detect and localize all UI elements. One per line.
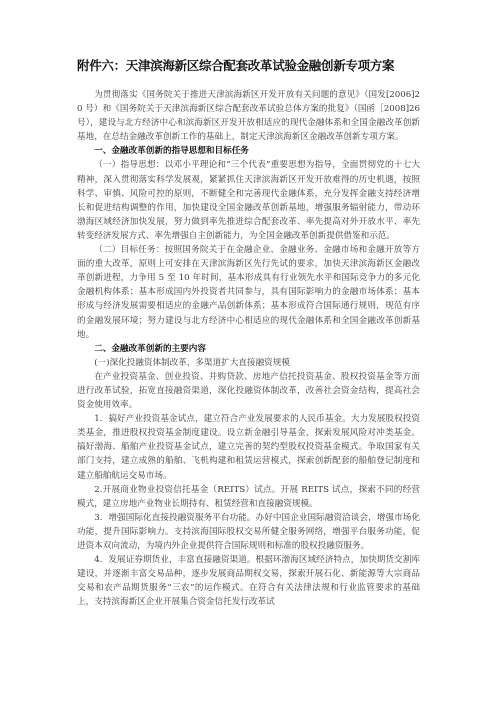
body-paragraph: 在产业投资基金、创业投资、并购贷款、房地产信托投资基金、股权投资基金等方面进行改革试验，拓宽直接融资渠道，深化投融资体制改革，改善社会资金结构，提高社会资金使用效率。 [77, 371, 420, 411]
section-1-heading: 一、金融改革创新的指导思想和目标任务 [94, 146, 249, 157]
item-2-paragraph: 2.开展商业物业投资信托基金（REITS）试点。开展 REITS 试点，探索不同的经营模式，建立房地产业物业长期持有、租赁经营和直接融资规模。 [77, 484, 420, 509]
section-2-heading: 二、金融改革创新的主要内容 [94, 343, 206, 354]
item-4-paragraph: 4．发展证券期货业，丰富直接融资渠道。根据环渤海区域经济特点，加快期货交割库建设，并逐渐丰富交易品种，逐步发展商品期权交易，探索开展石化、新能源等大宗商品交易和农产品期货服务“三农”的运作模式。在符合有关法律法规和行业监管要求的基础上，支持滨海新区企业开展集合资金信托发行改革试 [77, 555, 420, 608]
subsection-heading: (一)深化投融资体制改革，多渠道扩大直接融资规模 [94, 357, 290, 368]
item-3-paragraph: 3．增强国际化直接投融资服务平台功能。办好中国企业国际融资洽谈会，增强市场化功能，提升国际影响力。支持滨海国际股权交易所健全服务网络，增强平台服务功能，促进资本双向流动，为境内外企业提供符合国际规则和标准的股权投融资服务。 [77, 512, 420, 551]
guiding-ideology-paragraph: （一）指导思想：以邓小平理论和“三个代表”重要思想为指导，全面贯彻党的十七大精神，深入贯彻落实科学发展观，紧紧抓住天津滨海新区开发开放难得的历史机遇，按照科学、审慎、风险可控的原则，不断健全和完善现代金融体系，充分发挥金融支持经济增长和促进结构调整的作用，加快建设全国金融改革创新基地，增强服务辐射能力，带动环渤海区域经济加快发展，努力做到率先推进综合配套改革、率先提高对外开放水平、率先转变经济发展方式、率先增强自主创新能力，为全国金融改革创新提供借鉴和示范。 [77, 160, 420, 241]
page-title: 附件六：天津滨海新区综合配套改革试验金融创新专项方案 [77, 58, 395, 73]
objectives-paragraph: （二）目标任务：按照国务院关于在金融企业、金融业务、金融市场和金融开放等方面的重大改革，原则上可安排在天津滨海新区先行先试的要求，加快天津滨海新区金融改革创新进程，力争用 5 至 10 年时间，基本形成具有行业领先水平和国际竞争力的多元化金融机构体系；基本形成国内外投资者共同参与，具有国际影响力的金融市场体系；基本形成与经济发展需要相适应的金融产品创新体系；基本形成符合国际通行规则，规范有序的金融发展环境；努力建设与北方经济中心相适应的现代金融体系和全国金融改革创新基地。 [77, 245, 420, 340]
item-1-paragraph: 1．搞好产业投资基金试点，建立符合产业发展要求的人民币基金。大力发展股权投资类基金，推进股权投资基金制度建设。设立新金融引导基金，探索发展风险对冲类基金。搞好渤海、船舶产业投资基金试点，建立完善的契约型股权投资基金模式。争取国家有关部门支持，建立成熟的船舶、飞机构建和租赁运营模式，探索创新配套的船舶登记制度和建立船舶航运交易市场。 [77, 414, 420, 481]
intro-paragraph: 为贯彻落实《国务院关于推进天津滨海新区开发开放有关问题的意见》（国发[2006]20 号）和《国务院关于天津滨海新区综合配套改革试验总体方案的批复》（国函［2008]26 号），建设与北方经济中心和滨海新区开发开放相适应的现代金融体系和全国金融改革创新基地，在总结金融改革创新工作的基础上，制定天津滨海新区金融改革创新专项方案。 [77, 90, 420, 143]
